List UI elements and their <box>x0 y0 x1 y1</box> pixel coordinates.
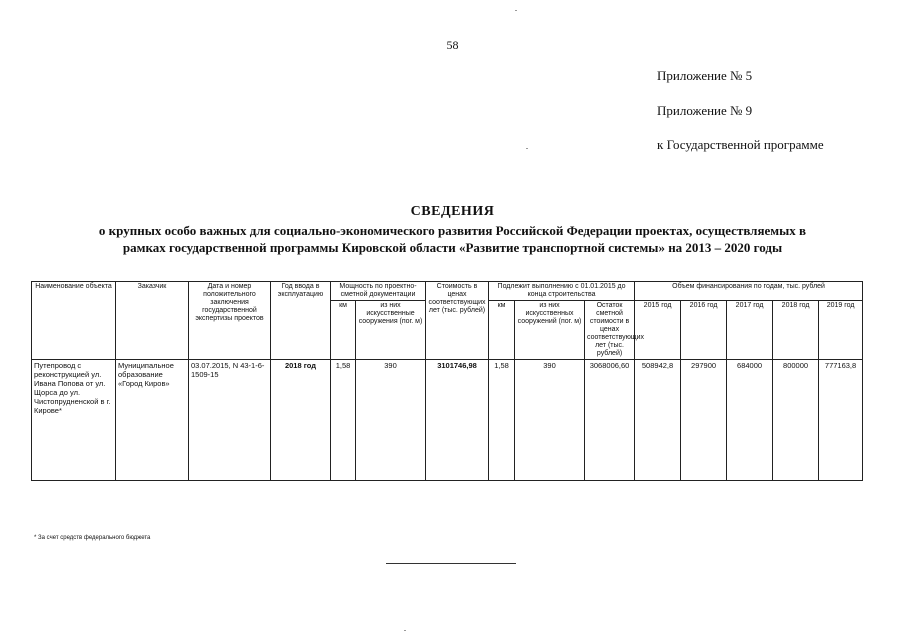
subtitle-line-2: рамках государственной программы Кировской области «Развитие транспортной системы» на 2013 – 2020 годы <box>122 240 783 255</box>
header-year-2016: 2016 год <box>681 301 727 360</box>
cell-fin-2019: 777163,8 <box>819 360 863 481</box>
header-name: Наименование объекта <box>32 282 116 360</box>
cell-name: Путепровод с реконструкцией ул. Ивана Попова от ул. Щорса до ул. Чистопрудненской в г. Кирове* <box>32 360 116 481</box>
header-financing: Объем финансирования по годам, тыс. рублей <box>635 282 863 301</box>
appendix-line-3: к Государственной программе <box>657 137 824 152</box>
header-capacity-km: км <box>331 301 356 360</box>
cell-year-commission: 2018 год <box>271 360 331 481</box>
document-subtitle <box>40 222 865 256</box>
cell-capacity-structures: 390 <box>356 360 426 481</box>
header-year-2017: 2017 год <box>727 301 773 360</box>
cell-expertise: 03.07.2015, N 43-1-6-1509-15 <box>189 360 271 481</box>
table-row <box>32 360 863 481</box>
header-remaining-cost: Остаток сметной стоимости в ценах соответствующих лет (тыс. рублей) <box>585 301 635 360</box>
cell-fin-2015: 508942,8 <box>635 360 681 481</box>
appendix-line-2: Приложение № 9 <box>657 103 753 118</box>
cell-fin-2016: 297900 <box>681 360 727 481</box>
page-number: 58 <box>446 38 459 52</box>
cell-remaining-km: 1,58 <box>489 360 515 481</box>
document-title: СВЕДЕНИЯ <box>410 204 495 219</box>
cell-fin-2018: 800000 <box>773 360 819 481</box>
header-year-2019: 2019 год <box>819 301 863 360</box>
signature-line <box>386 563 516 564</box>
header-year-commission: Год ввода в эксплуатацию <box>271 282 331 360</box>
header-year-2015: 2015 год <box>635 301 681 360</box>
header-customer: Заказчик <box>116 282 189 360</box>
header-cost: Стоимость в ценах соответствующих лет (тыс. рублей) <box>426 282 489 360</box>
header-year-2018: 2018 год <box>773 301 819 360</box>
cell-remaining-cost: 3068006,60 <box>585 360 635 481</box>
cell-fin-2017: 684000 <box>727 360 773 481</box>
header-capacity: Мощность по проектно-сметной документации <box>331 282 426 301</box>
scan-speck <box>404 630 406 631</box>
footnote: * За счет средств федерального бюджета <box>34 535 151 541</box>
cell-remaining-structures: 390 <box>515 360 585 481</box>
subtitle-line-1: о крупных особо важных для социально-экономического развития Российской Федерации проектах, осуществляемых в <box>98 223 807 238</box>
scan-speck <box>515 10 517 11</box>
header-remaining-structures: из них искусственных сооружений (пог. м) <box>515 301 585 360</box>
header-row-1 <box>32 282 863 301</box>
cell-cost: 3101746,98 <box>426 360 489 481</box>
projects-table <box>31 281 863 481</box>
cell-capacity-km: 1,58 <box>331 360 356 481</box>
header-remaining-km: км <box>489 301 515 360</box>
header-capacity-structures: из них искусственные сооружения (пог. м) <box>356 301 426 360</box>
header-remaining: Подлежит выполнению с 01.01.2015 до конца строительства <box>489 282 635 301</box>
cell-customer: Муниципальное образование «Город Киров» <box>116 360 189 481</box>
header-expertise: Дата и номер положительного заключения государственной экспертизы проектов <box>189 282 271 360</box>
appendix-line-1: Приложение № 5 <box>657 68 753 83</box>
scan-speck <box>526 148 528 149</box>
